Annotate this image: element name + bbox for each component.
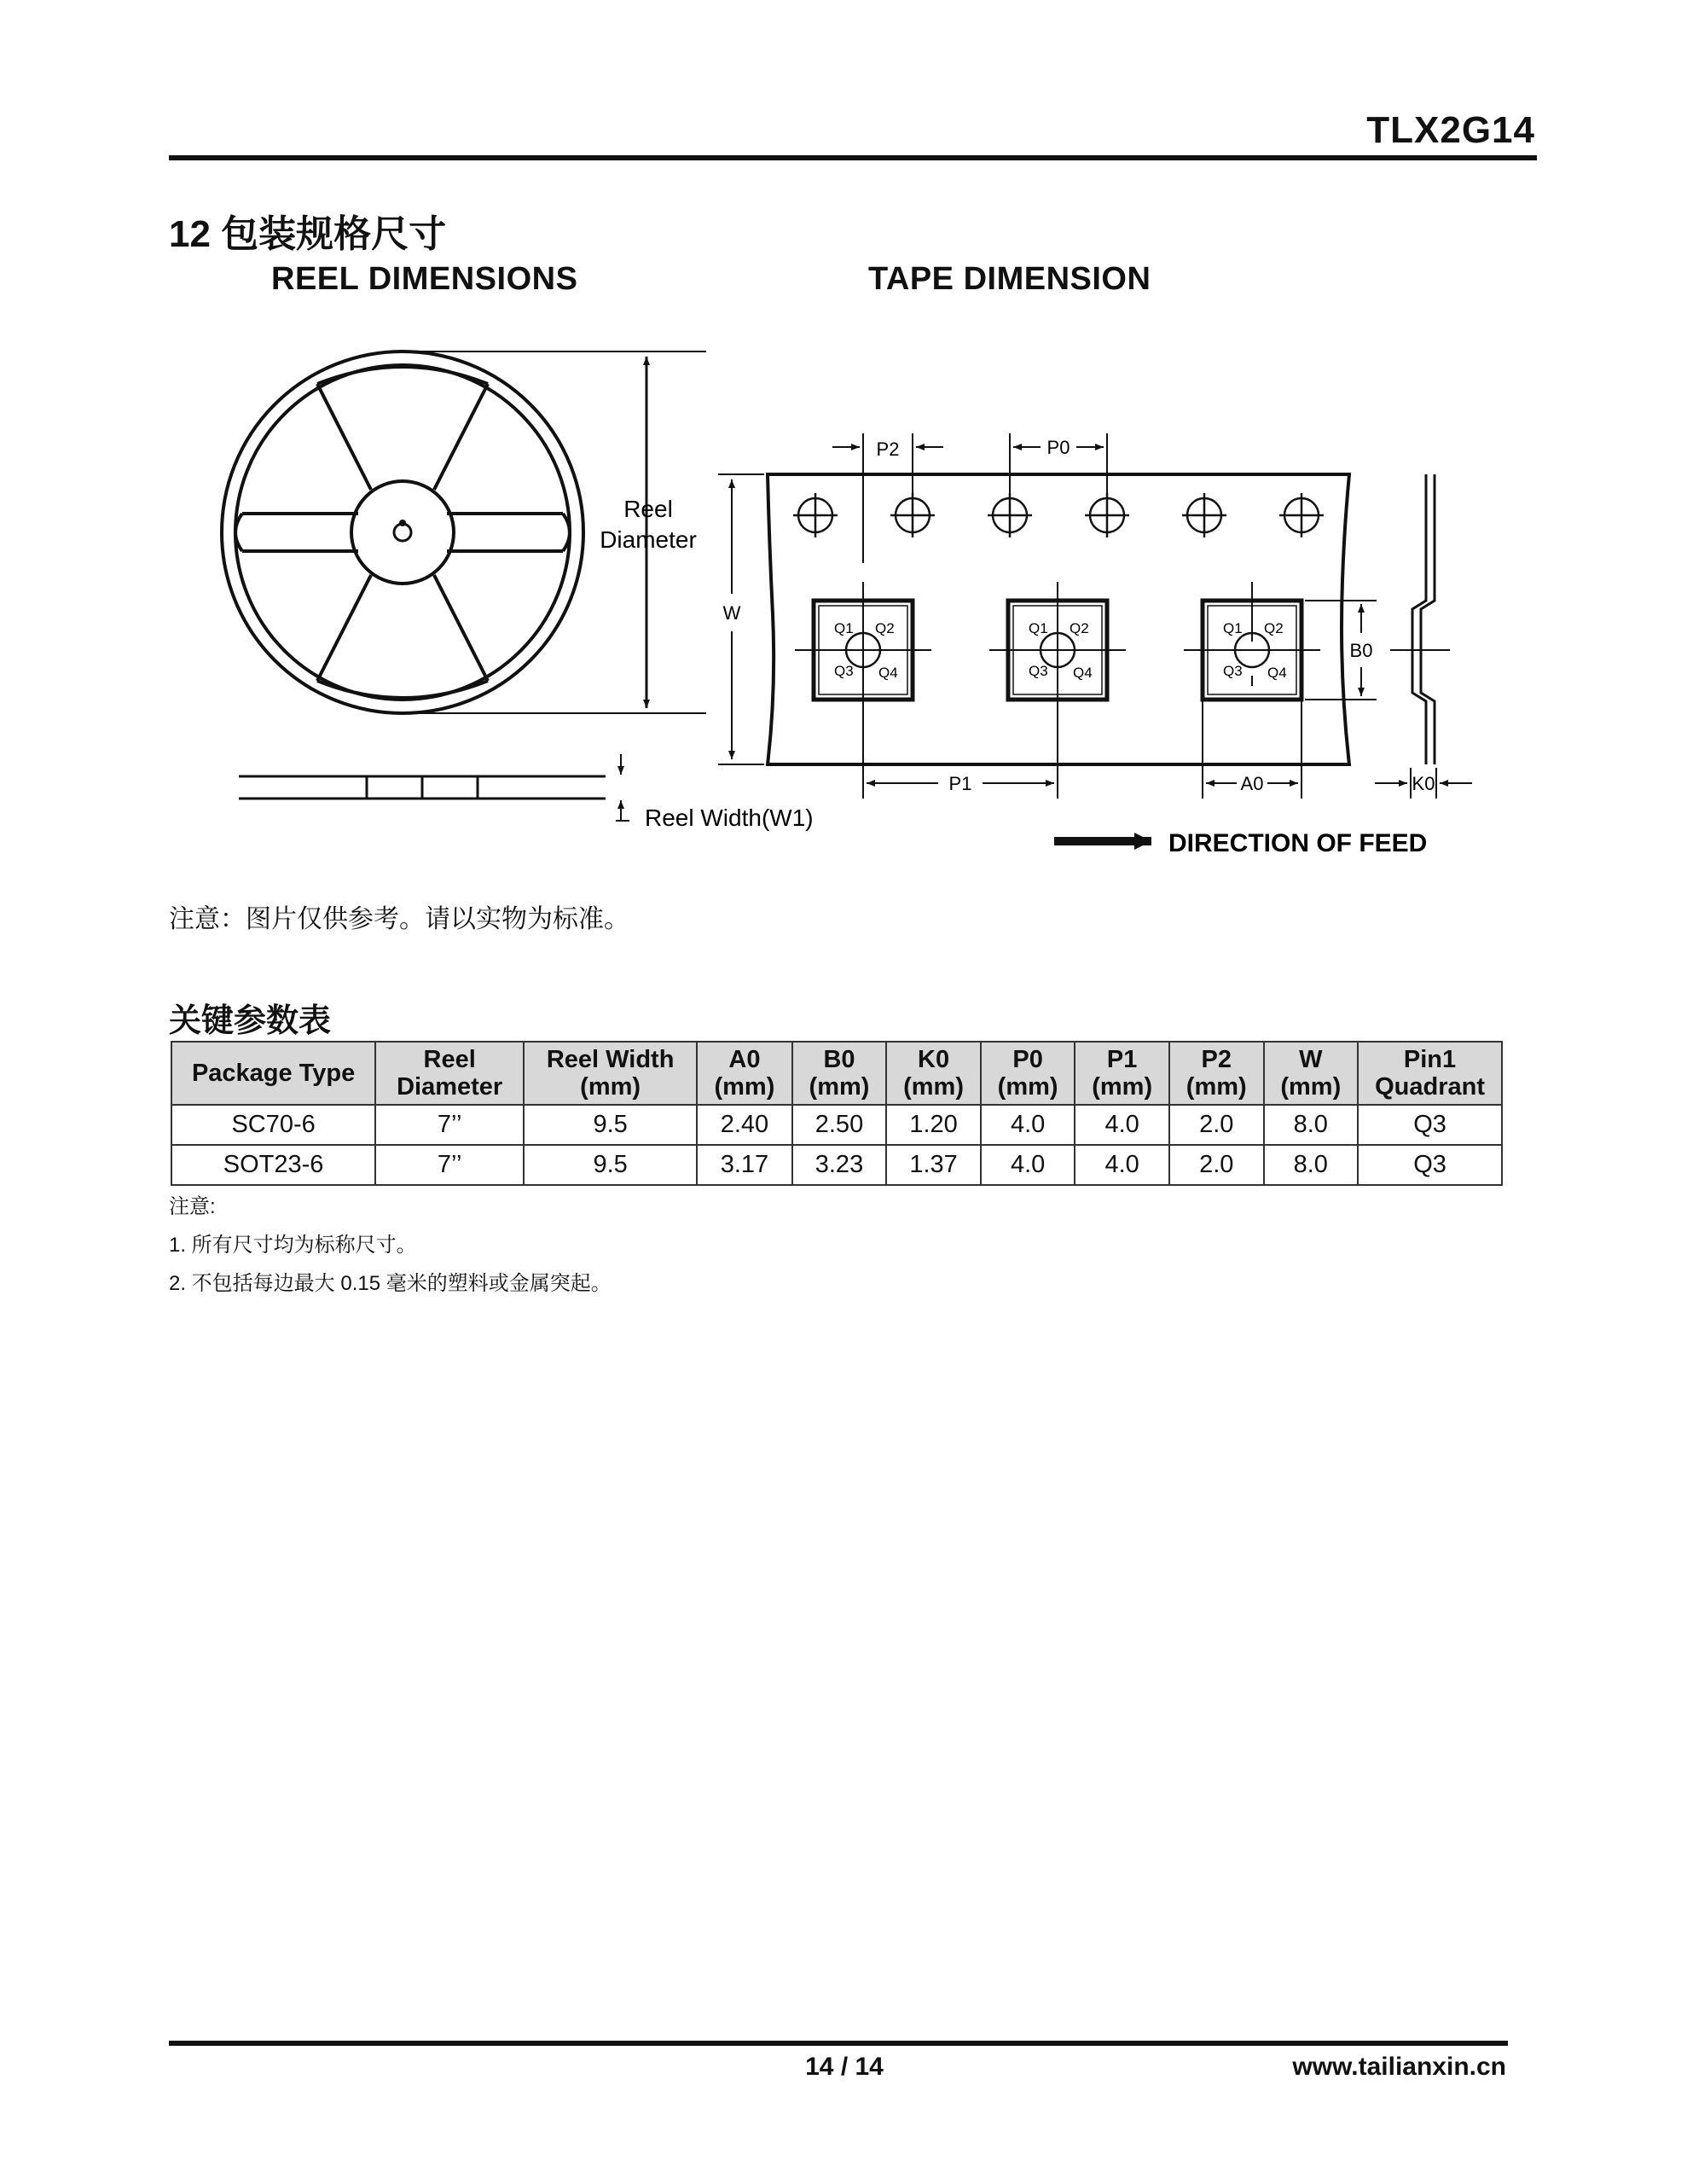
cell-p0: 4.0 — [981, 1105, 1075, 1145]
p0-label: P0 — [1046, 437, 1070, 458]
col-a0: A0 (mm) — [697, 1042, 792, 1105]
cell-k0: 1.20 — [886, 1105, 981, 1145]
section-title: 12 包装规格尺寸 — [169, 213, 447, 255]
col-p1: P1 (mm) — [1075, 1042, 1169, 1105]
col-p2: P2 (mm) — [1169, 1042, 1264, 1105]
cell-w: 8.0 — [1264, 1145, 1359, 1185]
part-number: TLX2G14 — [1366, 109, 1535, 151]
notes-block — [169, 1188, 612, 1303]
cell-p1: 4.0 — [1075, 1145, 1169, 1185]
col-p0: P0 (mm) — [981, 1042, 1075, 1105]
col-k0: K0 (mm) — [886, 1042, 981, 1105]
col-package-type: Package Type — [171, 1042, 375, 1105]
col-b0: B0 (mm) — [792, 1042, 887, 1105]
q2-label: Q2 — [875, 620, 895, 636]
q4-label: Q4 — [878, 665, 898, 681]
note-item: 2. 不包括每边最大 0.15 毫米的塑料或金属突起。 — [169, 1272, 612, 1295]
tape-dimension-heading: TAPE DIMENSION — [868, 261, 1151, 297]
reel-diameter-label-2: Diameter — [600, 526, 697, 553]
q3-label: Q3 — [1223, 663, 1243, 679]
cell-reel-width: 9.5 — [524, 1105, 697, 1145]
q4-label: Q4 — [1073, 665, 1093, 681]
table-row — [171, 1145, 1502, 1185]
cell-pin1-quadrant: Q3 — [1358, 1105, 1502, 1145]
q1-label: Q1 — [834, 620, 854, 636]
table-title: 关键参数表 — [169, 1003, 332, 1039]
q3-label: Q3 — [1029, 663, 1048, 679]
reel-diameter-label-1: Reel — [623, 496, 673, 522]
col-w: W (mm) — [1264, 1042, 1359, 1105]
cell-p1: 4.0 — [1075, 1105, 1169, 1145]
table-header-row — [171, 1042, 1502, 1105]
cell-a0: 2.40 — [697, 1105, 792, 1145]
q1-label: Q1 — [1223, 620, 1243, 636]
p1-label: P1 — [948, 773, 972, 794]
cell-reel-width: 9.5 — [524, 1145, 697, 1185]
reel-width-label: Reel Width(W1) — [645, 804, 814, 831]
col-reel-width: Reel Width (mm) — [524, 1042, 697, 1105]
image-note: 注意：图片仅供参考。请以实物为标准。 — [169, 905, 629, 933]
cell-package-type: SC70-6 — [171, 1105, 375, 1145]
cell-reel-diameter: 7’’ — [375, 1105, 524, 1145]
col-pin1-quadrant: Pin1 Quadrant — [1358, 1042, 1502, 1105]
cell-p2: 2.0 — [1169, 1145, 1264, 1185]
w-label: W — [722, 602, 741, 624]
reel-drawing — [222, 351, 583, 713]
page-number: 14 / 14 — [805, 2053, 884, 2081]
p2-label: P2 — [876, 439, 900, 460]
direction-of-feed-label: DIRECTION OF FEED — [1168, 829, 1428, 857]
a0-label: A0 — [1240, 773, 1264, 794]
website-link[interactable]: www.tailianxin.cn — [1292, 2053, 1506, 2081]
cell-p2: 2.0 — [1169, 1105, 1264, 1145]
cell-p0: 4.0 — [981, 1145, 1075, 1185]
cell-reel-diameter: 7’’ — [375, 1145, 524, 1185]
col-reel-diameter: Reel Diameter — [375, 1042, 524, 1105]
cell-a0: 3.17 — [697, 1145, 792, 1185]
cell-w: 8.0 — [1264, 1105, 1359, 1145]
cell-b0: 2.50 — [792, 1105, 887, 1145]
reel-side-view — [239, 754, 629, 821]
packaging-diagram — [0, 0, 1687, 887]
footer-rule — [169, 2041, 1508, 2046]
notes-title: 注意: — [169, 1195, 216, 1218]
reel-dimensions-heading: REEL DIMENSIONS — [271, 261, 578, 297]
cell-b0: 3.23 — [792, 1145, 887, 1185]
q4-label: Q4 — [1267, 665, 1287, 681]
sprocket-holes — [793, 493, 1324, 537]
tape-pockets — [795, 582, 1320, 727]
b0-label: B0 — [1349, 640, 1373, 661]
cell-pin1-quadrant: Q3 — [1358, 1145, 1502, 1185]
reel-hub-notch — [399, 520, 406, 526]
q2-label: Q2 — [1264, 620, 1284, 636]
cell-k0: 1.37 — [886, 1145, 981, 1185]
table-row — [171, 1105, 1502, 1145]
tape-side-profile — [1390, 474, 1450, 764]
key-parameters-table — [171, 1041, 1503, 1186]
q1-label: Q1 — [1029, 620, 1048, 636]
k0-label: K0 — [1412, 773, 1435, 794]
q2-label: Q2 — [1070, 620, 1089, 636]
q3-label: Q3 — [834, 663, 854, 679]
note-item: 1. 所有尺寸均为标称尺寸。 — [169, 1234, 417, 1257]
cell-package-type: SOT23-6 — [171, 1145, 375, 1185]
